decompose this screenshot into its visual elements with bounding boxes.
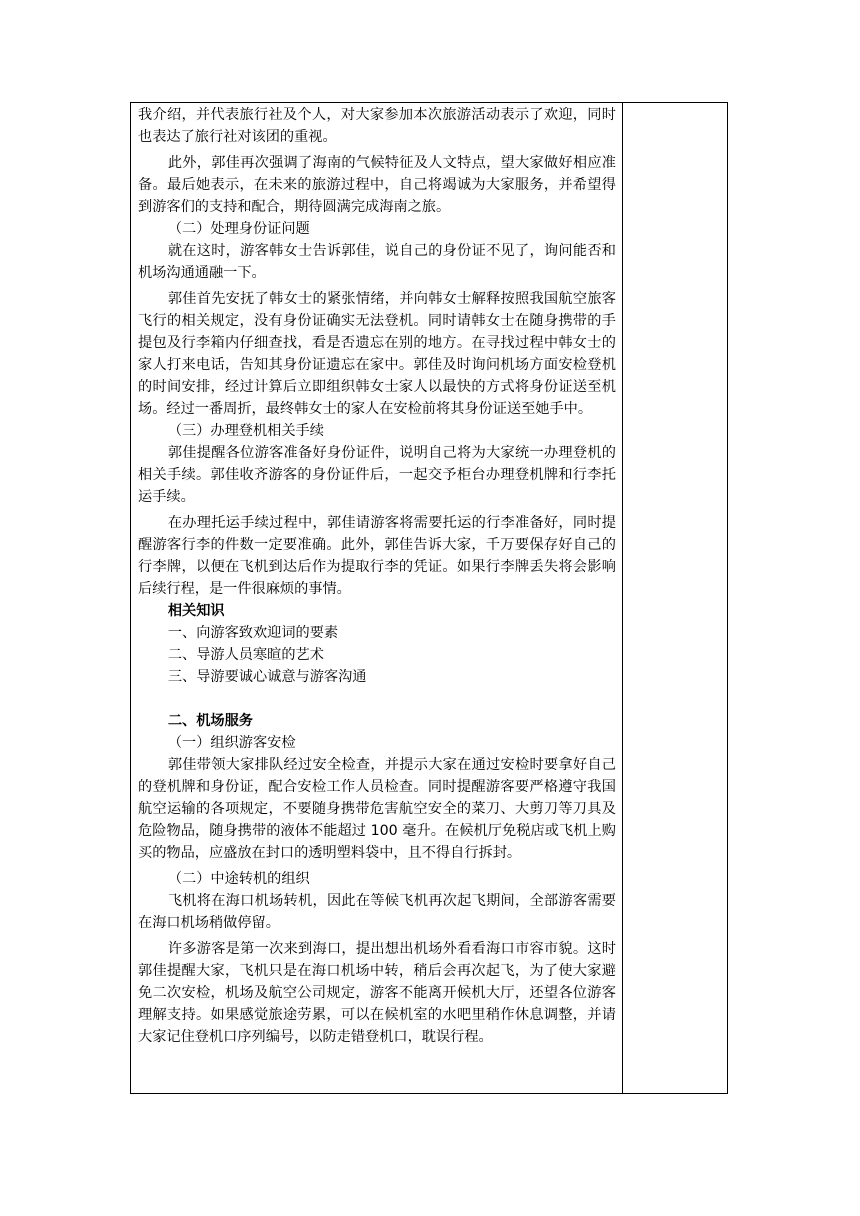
- paragraph: 我介绍，并代表旅行社及个人，对大家参加本次旅游活动表示了欢迎，同时也表达了旅行社对该团的重视。: [138, 107, 616, 145]
- subsection-heading: （二）中途转机的组织: [167, 871, 310, 887]
- subsection-heading: （一）组织游客安检: [167, 735, 296, 751]
- section-heading: （三）办理登机相关手续: [167, 423, 324, 439]
- knowledge-item: 二、导游人员寒暄的艺术: [167, 647, 324, 663]
- paragraph: 郭佳带领大家排队经过安全检查，并提示大家在通过安检时要拿好自己的登机牌和身份证，配合安检工作人员检查。同时提醒游客要严格遵守我国航空运输的各项规定，不要随身携带危害航空安全的菜刀、大剪刀等刀具及危险物品，随身携带的液体不能超过 100 毫升。在候机厅免税店或飞机上购买的物品，应盛放在封口的透明塑料袋中，且不得自行拆封。: [138, 757, 616, 861]
- paragraph: 飞机将在海口机场转机，因此在等候飞机再次起飞期间，全部游客需要在海口机场稍做停留。: [138, 893, 616, 931]
- paragraph: 此外，郭佳再次强调了海南的气候特征及人文特点，望大家做好相应准备。最后她表示，在未来的旅游过程中，自己将竭诚为大家服务，并希望得到游客们的支持和配合，期待圆满完成海南之旅。: [138, 155, 616, 215]
- paragraph: 就在这时，游客韩女士告诉郭佳，说自己的身份证不见了，询问能否和机场沟通通融一下。: [138, 243, 616, 281]
- paragraph: 在办理托运手续过程中，郭佳请游客将需要托运的行李准备好，同时提醒游客行李的件数一定要准确。此外，郭佳告诉大家，千万要保存好自己的行李牌，以便在飞机到达后作为提取行李的凭证。如果行李牌丢失将会影响后续行程，是一件很麻烦的事情。: [138, 515, 616, 597]
- blank-line: [138, 688, 616, 710]
- paragraph: 许多游客是第一次来到海口，提出想出机场外看看海口市容市貌。这时郭佳提醒大家，飞机只是在海口机场中转，稍后会再次起飞，为了使大家避免二次安检，机场及航空公司规定，游客不能离开候机大厅，还望各位游客理解支持。如果感觉旅途劳累，可以在候机室的水吧里稍作休息调整，并请大家记住登机口序列编号，以防走错登机口，耽误行程。: [138, 941, 616, 1045]
- paragraph: 郭佳首先安抚了韩女士的紧张情绪，并向韩女士解释按照我国航空旅客飞行的相关规定，没有身份证确实无法登机。同时请韩女士在随身携带的手提包及行李箱内仔细查找，看是否遗忘在别的地方。在寻找过程中韩女士的家人打来电话，告知其身份证遗忘在家中。郭佳及时询问机场方面安检登机的时间安排，经过计算后立即组织韩女士家人以最快的方式将身份证送至机场。经过一番周折，最终韩女士的家人在安检前将其身份证送至她手中。: [138, 291, 616, 417]
- paragraph: 郭佳提醒各位游客准备好身份证件，说明自己将为大家统一办理登机的相关手续。郭佳收齐游客的身份证件后，一起交予柜台办理登机牌和行李托运手续。: [138, 445, 616, 505]
- knowledge-item: 一、向游客致欢迎词的要素: [167, 625, 339, 641]
- column-divider: [622, 103, 623, 1093]
- knowledge-item: 三、导游要诚心诚意与游客沟通: [167, 669, 367, 685]
- document-table: [130, 102, 728, 1094]
- main-content-cell: [138, 104, 616, 1048]
- related-knowledge-heading: 相关知识: [167, 603, 225, 619]
- section-heading: 二、机场服务: [167, 713, 253, 729]
- section-heading: （二）处理身份证问题: [167, 221, 310, 237]
